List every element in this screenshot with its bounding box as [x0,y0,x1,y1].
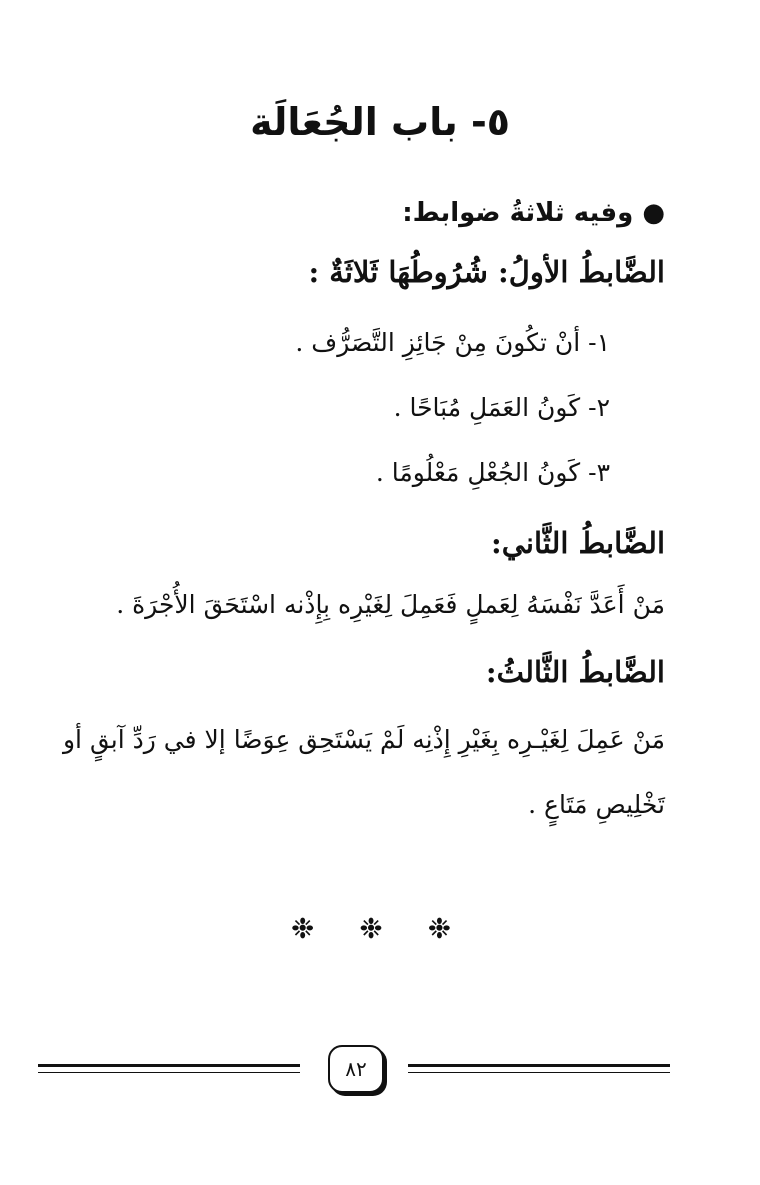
chapter-title: ٥- باب الجُعَالَة [250,100,510,144]
rule3-heading: الضَّابطُ الثَّالثُ: [485,655,665,689]
rule1-heading: الضَّابطُ الأولُ: شُرُوطُهَا ثَلاثَةٌ : [308,255,665,289]
page-number-text: ٨٢ [345,1057,367,1081]
footer-rule-left [38,1064,300,1067]
rule2-heading: الضَّابطُ الثَّاني: [491,526,665,560]
rule1-item-3: ٣- كَونُ الجُعْلِ مَعْلُومًا . [375,458,610,487]
rule3-text-line2: تَخْلِيصِ مَتَاعٍ . [528,790,665,819]
footer-rule-left-thin [38,1072,300,1073]
rule3-text-line1: مَنْ عَمِلَ لِغَيْـرِه بِغَيْرِ إِذْنِه لَمْ يَسْتَحِق عِوَضًا إلا في رَدِّ آبقٍ أو [62,725,665,754]
footer-rule-right-thin [408,1072,670,1073]
intro-line: ● وفيه ثلاثةُ ضوابط: [402,198,665,228]
page-number [328,1045,384,1093]
section-separator: ❉ ❉ ❉ [290,912,470,945]
rule2-text: مَنْ أَعَدَّ نَفْسَهُ لِعَملٍ فَعَمِلَ لِغَيْرِه بِإِذْنه اسْتَحَقَ الأُجْرَةَ . [116,590,665,619]
rule1-item-2: ٢- كَونُ العَمَلِ مُبَاحًا . [393,393,610,422]
footer-rule-right [408,1064,670,1067]
rule1-item-1: ١- أنْ تكُونَ مِنْ جَائِزِ التَّصَرُّف . [295,328,610,357]
